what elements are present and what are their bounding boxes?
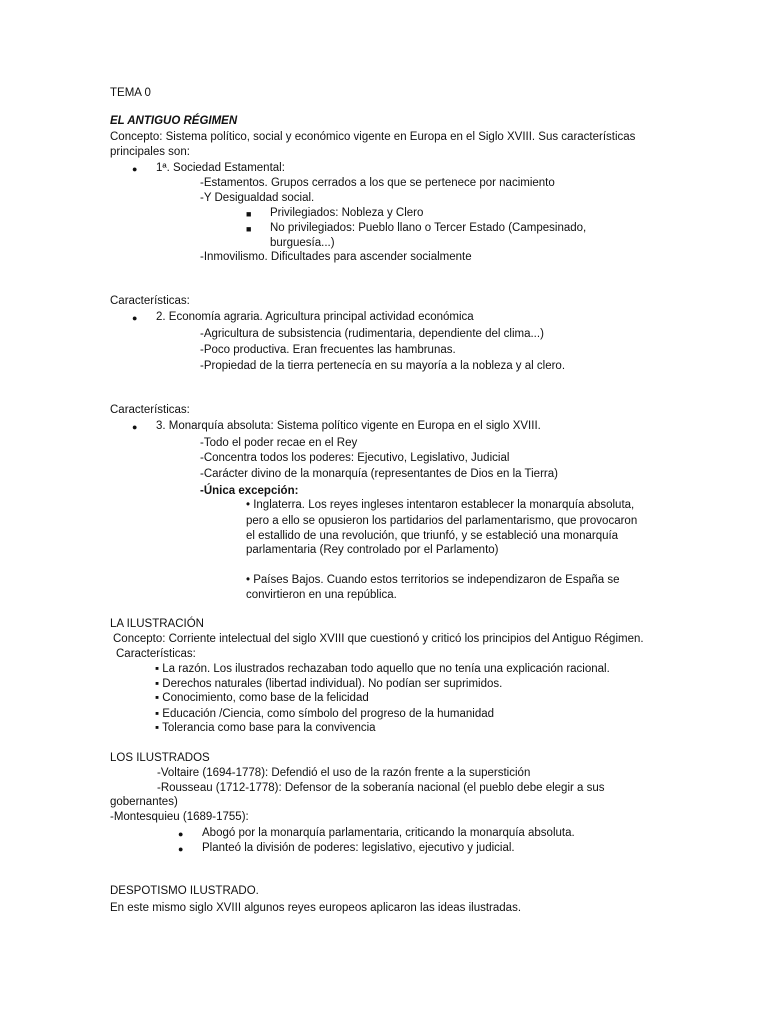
list-item: ▪ Tolerancia como base para la convivencia [155, 722, 376, 734]
caracteristicas-label: Características: [110, 404, 190, 416]
antiguo-concepto-line1: Concepto: Sistema político, social y económico vigente en Europa en el Siglo XVIII. Sus características [110, 131, 636, 143]
unica-excepcion-label: -Única excepción: [200, 485, 299, 497]
rousseau-line1: -Rousseau (1712-1778): Defensor de la soberanía nacional (el pueblo debe elegir a sus [157, 782, 605, 794]
despotismo-text: En este mismo siglo XVIII algunos reyes europeos aplicaron las ideas ilustradas. [110, 902, 522, 914]
ilustracion-concepto: Concepto: Corriente intelectual del siglo XVIII que cuestionó y criticó los principios del Antiguo Régimen. [113, 633, 644, 645]
bullet-icon: ● [178, 829, 184, 839]
bullet-icon: ● [132, 313, 138, 323]
ilustrados-title: LOS ILUSTRADOS [110, 752, 210, 764]
concentra-poderes-line: -Concentra todos los poderes: Ejecutivo, Legislativo, Judicial [200, 452, 510, 464]
antiguo-regimen-title: EL ANTIGUO RÉGIMEN [110, 115, 238, 127]
list-item: ▪ La razón. Los ilustrados rechazaban todo aquello que no tenía una explicación racional. [155, 663, 610, 675]
estamentos-line: -Estamentos. Grupos cerrados a los que se pertenece por nacimiento [200, 177, 555, 189]
bullet-icon: ● [178, 844, 184, 854]
sociedad-estamental-label: 1ª. Sociedad Estamental: [156, 162, 285, 174]
list-item: ▪ Derechos naturales (libertad individual). No podían ser suprimidos. [155, 678, 503, 690]
bullet-icon: ● [132, 164, 138, 174]
despotismo-title: DESPOTISMO ILUSTRADO. [110, 885, 259, 897]
montesquieu-line: -Montesquieu (1689-1755): [110, 811, 249, 823]
rousseau-line2: gobernantes) [110, 796, 178, 808]
paises-bajos-line2: convirtieron en una república. [246, 589, 397, 601]
montesquieu-item: Planteó la división de poderes: legislativo, ejecutivo y judicial. [202, 842, 515, 854]
ilustracion-title: LA ILUSTRACIÓN [110, 618, 204, 630]
privilegiados-line: Privilegiados: Nobleza y Clero [270, 207, 424, 219]
inmovilismo-line: -Inmovilismo. Dificultades para ascender socialmente [200, 251, 472, 263]
no-privilegiados-line2: burguesía...) [270, 237, 335, 249]
inglaterra-line3: el estallido de una revolución, que triunfó, y se estableció una monarquía [246, 530, 619, 542]
poco-productiva-line: -Poco productiva. Eran frecuentes las hambrunas. [200, 344, 456, 356]
voltaire-line: -Voltaire (1694-1778): Defendió el uso de la razón frente a la superstición [157, 767, 531, 779]
bullet-icon: ● [132, 422, 138, 432]
no-privilegiados-line1: No privilegiados: Pueblo llano o Tercer Estado (Campesinado, [270, 222, 587, 234]
ilustracion-caracteristicas-label: Características: [116, 648, 196, 660]
todo-poder-line: -Todo el poder recae en el Rey [200, 437, 358, 449]
square-bullet-icon: ■ [246, 209, 252, 219]
paises-bajos-line1: • Países Bajos. Cuando estos territorios se independizaron de España se [246, 574, 620, 586]
economia-agraria-label: 2. Economía agraria. Agricultura principal actividad económica [156, 311, 474, 323]
desigualdad-line: -Y Desigualdad social. [200, 192, 315, 204]
propiedad-tierra-line: -Propiedad de la tierra pertenecía en su mayoría a la nobleza y al clero. [200, 360, 566, 372]
list-item: ▪ Educación /Ciencia, como símbolo del progreso de la humanidad [155, 708, 495, 720]
inglaterra-line4: parlamentaria (Rey controlado por el Parlamento) [246, 544, 499, 556]
square-bullet-icon: ■ [246, 224, 252, 234]
caracter-divino-line: -Carácter divino de la monarquía (representantes de Dios en la Tierra) [200, 468, 558, 480]
montesquieu-item: Abogó por la monarquía parlamentaria, criticando la monarquía absoluta. [202, 827, 575, 839]
antiguo-concepto-line2: principales son: [110, 146, 190, 158]
monarquia-absoluta-label: 3. Monarquía absoluta: Sistema político vigente en Europa en el siglo XVIII. [156, 420, 541, 432]
tema-heading: TEMA 0 [110, 87, 151, 99]
subsistencia-line: -Agricultura de subsistencia (rudimentaria, dependiente del clima...) [200, 328, 544, 340]
inglaterra-line1: • Inglaterra. Los reyes ingleses intentaron establecer la monarquía absoluta, [246, 499, 635, 511]
caracteristicas-label: Características: [110, 295, 190, 307]
list-item: ▪ Conocimiento, como base de la felicidad [155, 692, 369, 704]
inglaterra-line2: pero a ello se opusieron los partidarios del parlamentarismo, que provocaron [246, 515, 638, 527]
